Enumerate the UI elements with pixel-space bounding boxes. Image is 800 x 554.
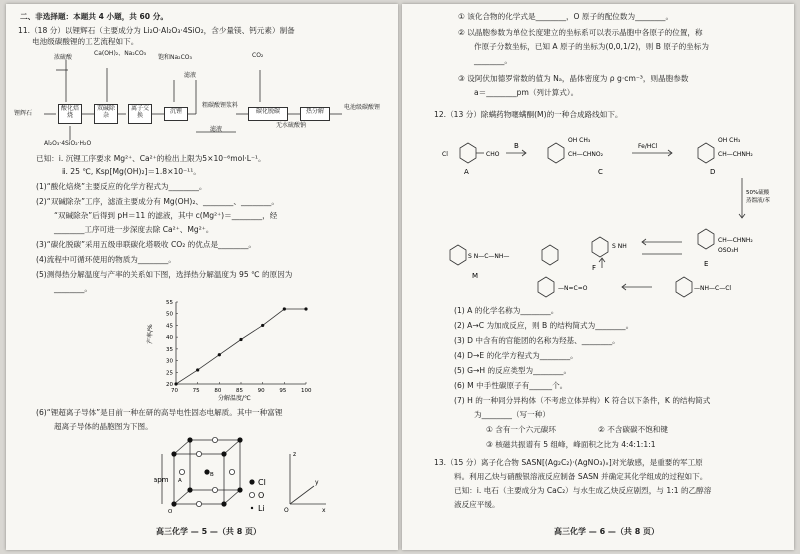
- compound-a-cho: CHO: [486, 151, 500, 158]
- chart-point: [283, 307, 286, 310]
- q11-sub2b: “双碱除杂”后得到 pH＝11 的滤液，其中 c(Mg²⁺)＝________，经: [54, 211, 278, 220]
- flow-acid-label: 浓硫酸: [54, 54, 73, 61]
- q12-sub1: (1) A 的化学名称为________。: [454, 306, 559, 315]
- q12-sub6: (6) M 中手性碳原子有______个。: [454, 381, 568, 390]
- chart-y-tick-label: 50: [166, 311, 173, 318]
- q13-line1: 13.（15 分）离子化合物 SASN[(Ag₂C₂)·(AgNO₃)ₓ]对光敏感，是重要的军工原: [434, 458, 703, 467]
- crystal-cell-diagram: [154, 434, 334, 516]
- section-heading: 二、非选择题：本题共 4 小题，共 60 分。: [20, 12, 168, 21]
- svg-text:OH CH₃: OH CH₃: [718, 137, 741, 144]
- reagent-fe-hcl: Fe/HCl: [638, 143, 658, 150]
- axis-z-label: z: [293, 451, 297, 458]
- axis-y-label: y: [315, 479, 319, 486]
- label-m: M: [472, 272, 479, 280]
- legend-o: O: [258, 491, 265, 500]
- q12-sub7b: 为________（写一种）: [474, 410, 550, 419]
- chart-y-tick-label: 35: [166, 346, 173, 353]
- q12-sub3: (3) D 中含有的官能团的名称为羟基、________。: [454, 336, 620, 345]
- q11-sub2a: (2)“双碱除杂”工序，滤渣主要成分有 Mg(OH)₂、________、________。: [36, 197, 279, 206]
- label-f: F: [592, 264, 597, 272]
- svg-text:CH—CHNO₂: CH—CHNO₂: [568, 151, 604, 158]
- q11-sub6a: (6)“锂超离子导体”是目前一种在研的高导电性固态电解质。其中一种富锂: [36, 408, 283, 417]
- q11-item3a: ③ 设阿伏加德罗常数的值为 Nₐ，晶体密度为 ρ g·cm⁻³，则晶胞参数: [458, 74, 689, 83]
- flow-ore-label: 锂辉石: [14, 110, 33, 117]
- page-5-footer: 高三化学 — 5 —（共 8 页）: [156, 527, 262, 536]
- chart-x-tick-label: 75: [192, 388, 200, 394]
- q11-known1: 已知：ⅰ. 沉锂工序要求 Mg²⁺、Ca²⁺的检出上限为5×10⁻⁶mol·L⁻¹。: [36, 154, 266, 163]
- flow-box-ion-exchange: 离子交换: [128, 104, 152, 124]
- flow-box-precipitation: 沉锂: [164, 107, 188, 121]
- q11-item2b: 作原子分数坐标，已知 A 原子的坐标为(0,0,1/2)，则 B 原子的坐标为: [474, 42, 709, 51]
- flow-box-decomposition: 热分解: [300, 107, 330, 121]
- q11-sub5b: ________。: [54, 284, 92, 293]
- svg-text:OH CH₃: OH CH₃: [568, 137, 591, 144]
- flow-arrows: [14, 50, 394, 148]
- chart-x-tick-label: 100: [301, 388, 312, 394]
- cell-atom-a-label: A: [178, 478, 182, 484]
- q11-known2: ⅱ. 25 ℃, Ksp[Mg(OH)₂]＝1.8×10⁻¹¹。: [62, 167, 201, 176]
- cell-origin-label: O: [168, 509, 173, 515]
- q11-item3b: a＝________pm（列计算式）。: [474, 88, 579, 97]
- chart-xlabel: 分解温度/℃: [218, 395, 251, 402]
- reagent-sulfuric: 50%硫酸: [746, 190, 770, 196]
- chart-point: [196, 368, 199, 371]
- svg-text:CH—CHNH₂: CH—CHNH₂: [718, 151, 753, 158]
- chart-point: [304, 307, 307, 310]
- chart-x-tick-label: 70: [171, 388, 178, 394]
- flow-box-impurity-removal: 双碱除杂: [94, 104, 118, 124]
- yield-series-line: [176, 309, 306, 384]
- svg-text:—N=C=O: —N=C=O: [558, 285, 588, 292]
- q11-item1: ① 该化合物的化学式是________，O 原子的配位数为________。: [458, 12, 674, 21]
- svg-text:S NH: S NH: [612, 243, 627, 250]
- flow-box-carbonation: 碳化脱碳: [248, 107, 288, 121]
- q13-line2: 料。利用乙炔与硝酸银溶液反应制备 SASN 并确定其化学组成的过程如下。: [454, 472, 708, 481]
- flow-waste-label: 无水硫酸钠: [276, 122, 307, 129]
- q13-line3: 已知：ⅰ. 电石（主要成分为 CaC₂）与水生成乙炔反应剧烈，与 1:1 的乙醇溶: [454, 486, 712, 495]
- q12-sub4: (4) D→E 的化学方程式为________。: [454, 351, 578, 360]
- legend-cl: Cl: [258, 478, 266, 487]
- chart-y-tick-label: 45: [166, 323, 173, 330]
- chart-y-tick-label: 40: [166, 335, 173, 342]
- axis-x-label: x: [322, 507, 326, 514]
- q11-sub3: (3)“碳化脱碳”采用五级串联碳化塔吸收 CO₂ 的优点是________。: [36, 240, 257, 249]
- reagent-distill: 蒸馏液/苯: [746, 198, 770, 204]
- flow-filtrate-label: 滤液: [184, 72, 197, 79]
- q11-stem-line1: 11.（18 分）以锂辉石（主要成分为 Li₂O·Al₂O₃·4SiO₂，含少量镁、钙元素）制备: [18, 26, 295, 35]
- chart-point: [261, 324, 264, 327]
- flow-reagent2-label: 饱和Na₂CO₃: [158, 54, 192, 61]
- label-d: D: [710, 168, 716, 176]
- q12-sub7a: (7) H 的一种同分异构体（不考虑立体异构）K 符合以下条件，K 的结构简式: [454, 396, 711, 405]
- synthesis-route: [442, 122, 792, 302]
- flow-crude-label: 粗碳酸锂浆料: [202, 102, 239, 109]
- chart-point: [239, 338, 242, 341]
- cell-atom-b-label: B: [210, 472, 214, 478]
- legend-li: Li: [258, 504, 265, 513]
- q12-title: 12.（13 分）除螨药物噻螨酮(M)的一种合成路线如下。: [434, 110, 623, 119]
- chart-x-tick-label: 80: [214, 388, 222, 394]
- q11-sub6b: 超离子导体的晶胞图为下图。: [54, 422, 153, 431]
- chart-y-tick-label: 30: [166, 358, 173, 365]
- chart-x-tick-label: 85: [236, 388, 243, 394]
- flow-product-label: 电池级碳酸锂: [344, 104, 381, 111]
- q13-line4: 液反应平缓。: [454, 500, 500, 509]
- q12-sub2: (2) A→C 为加成反应，则 B 的结构简式为________。: [454, 321, 634, 330]
- svg-text:CH—CHNH₂: CH—CHNH₂: [718, 237, 753, 244]
- chart-point: [174, 382, 177, 385]
- svg-text:S N—C—NH—: S N—C—NH—: [468, 253, 510, 260]
- q11-sub2c: ________工序可进一步深度去除 Ca²⁺、Mg²⁺。: [54, 225, 214, 234]
- page-6: [402, 4, 794, 550]
- q12-cond2: ② 不含碳碳不饱和键: [598, 425, 668, 434]
- process-flow-diagram: [14, 50, 394, 148]
- cell-apm-label: apm: [154, 476, 169, 484]
- flow-residue-label: Al₂O₃·4SiO₂·H₂O: [44, 140, 92, 147]
- axis-origin-label: O: [284, 507, 289, 514]
- chart-point: [218, 353, 221, 356]
- q12-cond3: ③ 核磁共振谱有 5 组峰，峰面积之比为 4:4:1:1:1: [486, 440, 656, 449]
- crystal-cell-svg: [154, 434, 334, 516]
- label-a: A: [464, 168, 469, 176]
- svg-text:OSO₃H: OSO₃H: [718, 247, 739, 254]
- flow-filtrate2-label: 滤液: [210, 126, 223, 133]
- q11-sub5a: (5)测得热分解温度与产率的关系如下图，选择热分解温度为 95 ℃ 的原因为: [36, 270, 293, 279]
- q11-sub1: (1)“酸化焙烧”主要反应的化学方程式为________。: [36, 182, 207, 191]
- chart-ylabel: 产率/%: [147, 324, 154, 344]
- chart-x-tick-label: 90: [257, 388, 265, 394]
- chart-y-tick-label: 55: [166, 300, 173, 306]
- yield-chart: [146, 294, 316, 402]
- q11-stem-line2: 电池级碳酸锂的工艺流程如下。: [32, 37, 139, 46]
- q12-cond1: ① 含有一个六元碳环: [486, 425, 556, 434]
- chart-y-tick-label: 25: [166, 370, 173, 377]
- flow-box-roasting: 酸化焙烧: [58, 104, 82, 124]
- flow-co2-label: CO₂: [252, 52, 264, 59]
- q11-sub4: (4)流程中可循环使用的物质为________。: [36, 255, 176, 264]
- page-6-footer: 高三化学 — 6 —（共 8 页）: [554, 527, 660, 536]
- chart-y-tick-label: 20: [166, 382, 173, 388]
- page-5: [6, 4, 398, 550]
- chart-x-tick-label: 95: [279, 388, 287, 394]
- flow-reagent1-label: Ca(OH)₂、Na₂CO₃: [94, 50, 147, 57]
- label-b: B: [514, 142, 519, 150]
- yield-chart-svg: [146, 294, 316, 402]
- q12-sub5: (5) G→H 的反应类型为________。: [454, 366, 572, 375]
- synthesis-route-svg: [442, 122, 792, 302]
- label-c: C: [598, 168, 603, 176]
- q11-item2a: ② 以晶胞参数为单位长度建立的坐标系可以表示晶胞中各原子的位置，称: [458, 28, 703, 37]
- label-e: E: [704, 260, 709, 268]
- q11-item2c: ________。: [474, 56, 512, 65]
- svg-text:Cl: Cl: [442, 151, 448, 158]
- svg-text:—NH—C—Cl: —NH—C—Cl: [694, 285, 732, 292]
